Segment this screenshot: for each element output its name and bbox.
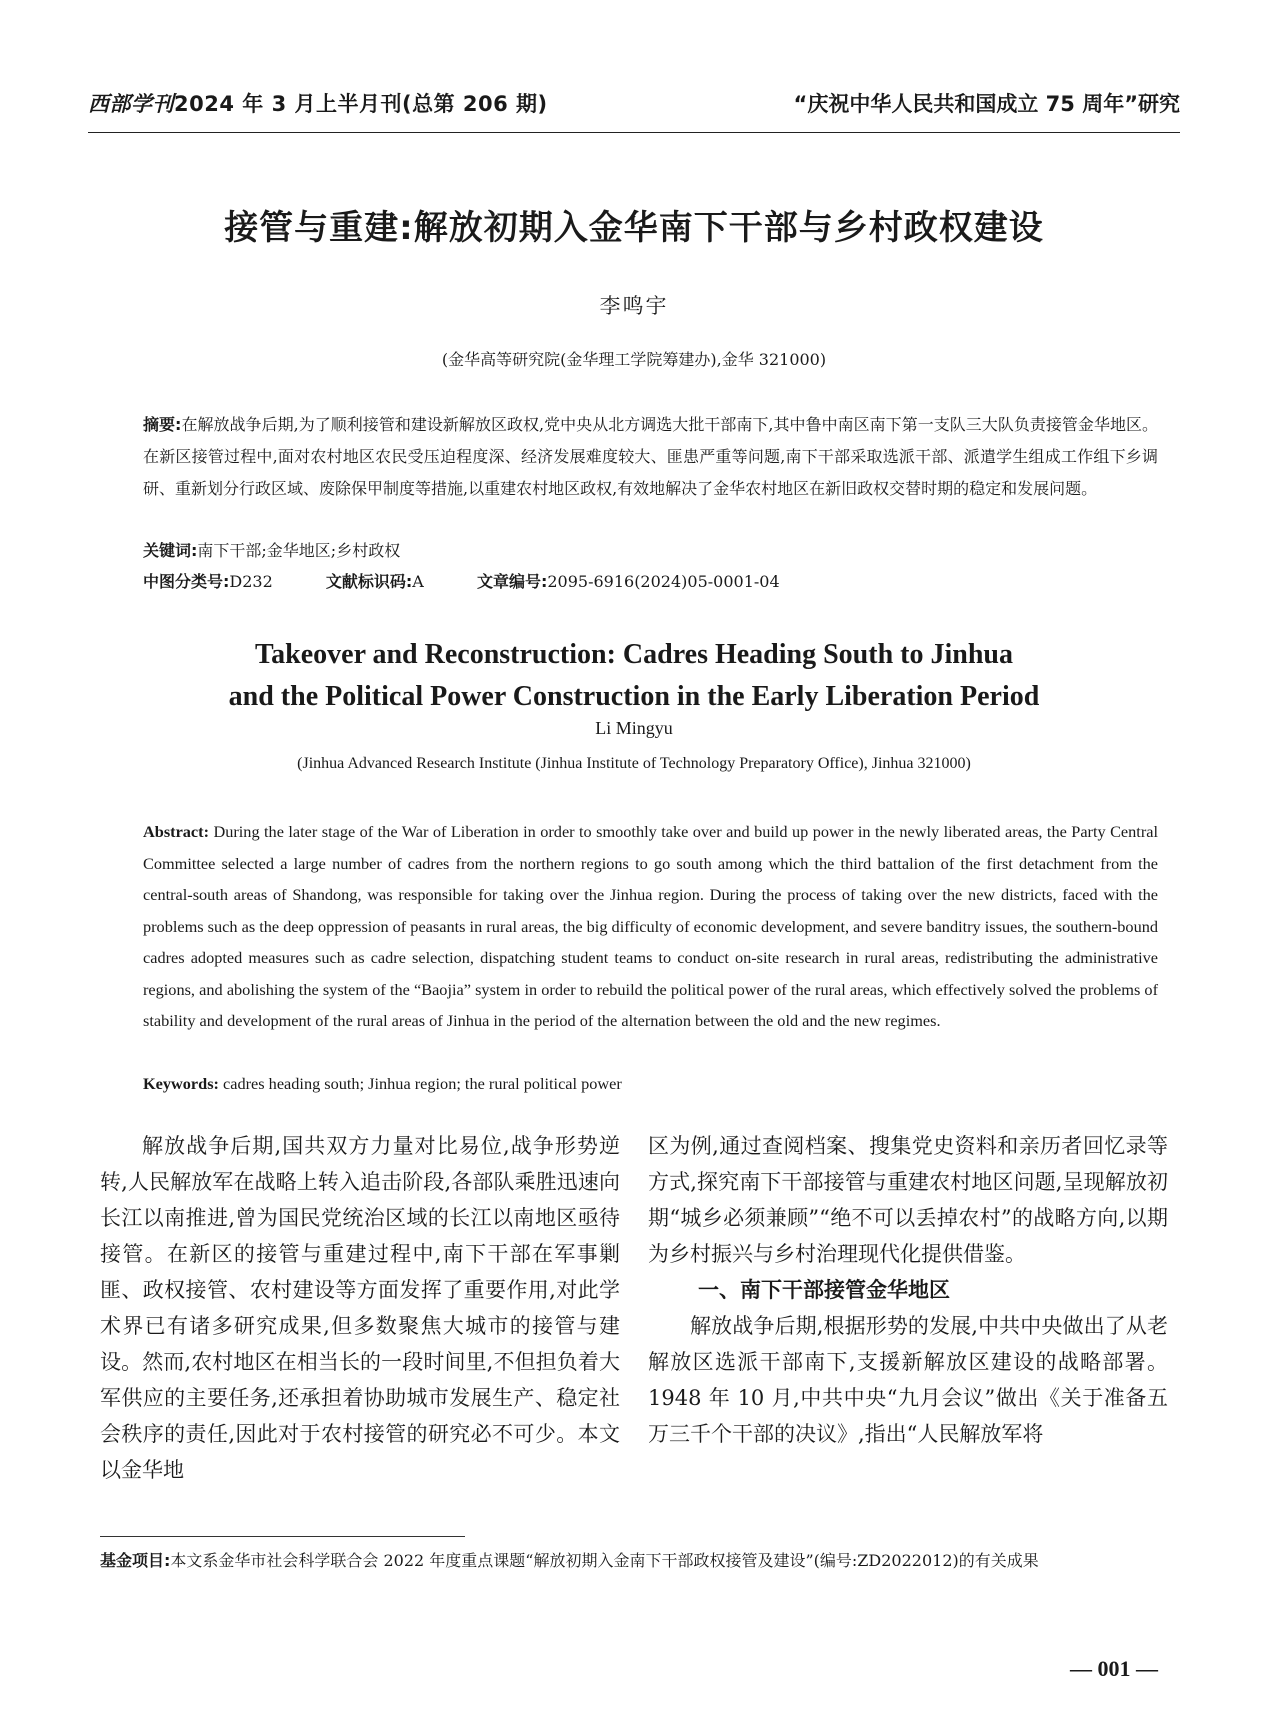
author-en: Li Mingyu (595, 718, 673, 738)
clc-value: D232 (229, 572, 273, 591)
abstract-en-label: Abstract: (143, 822, 210, 841)
page-number: — 001 — (1070, 1656, 1158, 1681)
article-number-label: 文章编号: (476, 572, 548, 591)
journal-logo: 西部学刊 (88, 91, 174, 116)
keywords-zh-label: 关键词: (143, 541, 198, 560)
keywords-en-label: Keywords: (143, 1074, 219, 1093)
body-left-column: 解放战争后期,国共双方力量对比易位,战争形势逆转,人民解放军在战略上转入追击阶段,各部队乘胜迅速向长江以南推进,曾为国民党统治区域的长江以南地区亟待接管。在新区的接管与重建过程中,南下干部在军事剿匪、政权接管、农村建设等方面发挥了重要作用,对此学术界已有诸多研究成果,但多数聚焦大城市的接管与建设。然而,农村地区在相当长的一段时间里,不但担负着大军供应的主要任务,还承担着协助城市发展生产、稳定社会秩序的责任,因此对于农村接管的研究必不可少。本文以金华地 (100, 1134, 620, 1482)
running-header (88, 88, 1180, 133)
journal-issue (88, 88, 548, 118)
author-zh: 李鸣宇 (599, 294, 669, 318)
doc-code-value: A (412, 572, 424, 591)
article-title-zh: 接管与重建:解放初期入金华南下干部与乡村政权建设 (224, 208, 1044, 248)
article-title-en (0, 634, 1268, 718)
keywords-en-text: cadres heading south; Jinhua region; the rural political power (218, 1074, 622, 1093)
footnote-label: 基金项目: (100, 1551, 171, 1570)
section-heading: 一、南下干部接管金华地区 (698, 1278, 950, 1302)
keywords-en (143, 1074, 622, 1094)
footnote-divider (100, 1536, 465, 1537)
body-right-column (648, 1128, 1168, 1452)
doc-code-label: 文献标识码: (325, 572, 413, 591)
title-en-line-1: Takeover and Reconstruction: Cadres Heading South to Jinhua (255, 639, 1013, 670)
column-title: “庆祝中华人民共和国成立 75 周年”研究 (793, 92, 1180, 116)
body-paragraph: 区为例,通过查阅档案、搜集党史资料和亲历者回忆录等方式,探究南下干部接管与重建农村地区问题,呈现解放初期“城乡必须兼顾”“绝不可以丢掉农村”的战略方向,以期为乡村振兴与乡村治理现代化提供借鉴。 (648, 1134, 1168, 1266)
body-paragraph: 解放战争后期,根据形势的发展,中共中央做出了从老解放区选派干部南下,支援新解放区建设的战略部署。1948 年 10 月,中共中央“九月会议”做出《关于准备五万三千个干部的决议》,指出“人民解放军将 (648, 1314, 1168, 1446)
keywords-zh (143, 539, 400, 563)
clc-label: 中图分类号: (143, 572, 230, 591)
abstract-en (143, 816, 1158, 1037)
abstract-zh-text: 在解放战争后期,为了顺利接管和建设新解放区政权,党中央从北方调选大批干部南下,其中鲁中南区南下第一支队三大队负责接管金华地区。在新区接管过程中,面对农村地区农民受压迫程度深、经济发展难度较大、匪患严重等问题,南下干部采取选派干部、派遣学生组成工作组下乡调研、重新划分行政区域、废除保甲制度等措施,以重建农村地区政权,有效地解决了金华农村地区在新旧政权交替时期的稳定和发展问题。 (143, 415, 1158, 498)
affiliation-zh: (金华高等研究院(金华理工学院筹建办),金华 321000) (441, 350, 827, 369)
classification-line (143, 570, 780, 594)
issue-text: 2024 年 3 月上半月刊(总第 206 期) (174, 92, 548, 116)
affiliation-en: (Jinhua Advanced Research Institute (Jinhua Institute of Technology Preparatory Office), Jinhua 321000) (297, 755, 971, 772)
title-en-line-2: and the Political Power Construction in the Early Liberation Period (228, 681, 1040, 712)
abstract-en-text: During the later stage of the War of Liberation in order to smoothly take over and build up power in the newly liberated areas, the Party Central Committee selected a large number of cadres from the northern regions to go south among which the third battalion of the first detachment from the central-south areas of Shandong, was responsible for taking over the Jinhua region. During the process of taking over the new districts, faced with the problems such as the deep oppression of peasants in rural areas, the big difficulty of economic development, and severe banditry issues, the southern-bound cadres adopted measures such as cadre selection, dispatching student teams to conduct on-site research in rural areas, redistributing the administrative regions, and abolishing the system of the “Baojia” system in order to rebuild the political power of the rural areas, which effectively solved the problems of stability and development of the rural areas of Jinhua in the period of the alternation between the old and the new regimes. (143, 822, 1158, 1030)
funding-footnote (100, 1546, 1170, 1576)
abstract-zh-label: 摘要: (143, 415, 182, 434)
abstract-zh (143, 409, 1158, 505)
article-number-value: 2095-6916(2024)05-0001-04 (547, 572, 780, 591)
keywords-zh-text: 南下干部;金华地区;乡村政权 (197, 541, 401, 560)
footnote-text: 本文系金华市社会科学联合会 2022 年度重点课题“解放初期入金南下干部政权接管及建设”(编号:ZD2022012)的有关成果 (170, 1551, 1039, 1570)
